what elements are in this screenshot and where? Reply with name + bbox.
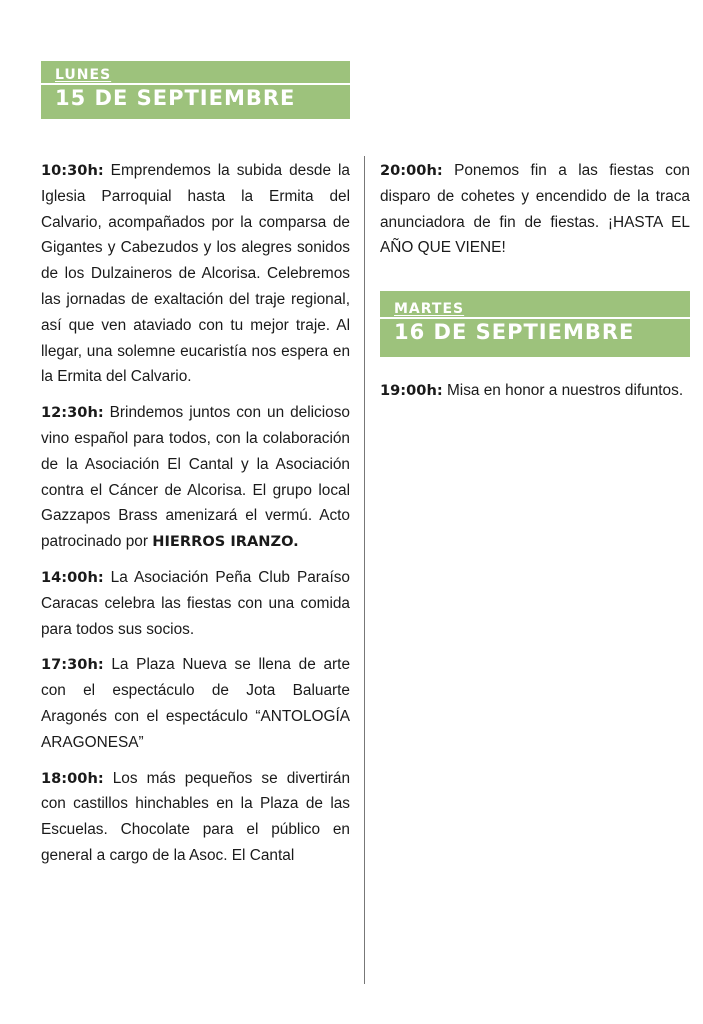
event-monday-1230 — [41, 400, 350, 555]
header-date-tuesday: 16 DE SEPTIEMBRE — [380, 317, 690, 347]
header-date-monday: 15 DE SEPTIEMBRE — [41, 83, 350, 113]
event-time: 18:00h: — [41, 769, 104, 787]
tuesday-events-column — [380, 378, 690, 414]
event-monday-1030 — [41, 158, 350, 390]
column-divider — [364, 156, 365, 984]
event-time: 10:30h: — [41, 162, 104, 179]
event-time: 19:00h: — [380, 382, 443, 399]
event-text: Ponemos fin a las fiestas con disparo de cohetes y encendido de la traca anunciadora de fin de fiestas. ¡HASTA EL AÑO QUE VIENE! — [380, 162, 690, 257]
event-time: 17:30h: — [41, 656, 104, 674]
event-monday-1730 — [41, 652, 350, 755]
event-sponsor: HIERROS IRANZO. — [152, 533, 299, 551]
monday-events-column — [41, 158, 350, 879]
event-time: 20:00h: — [380, 162, 443, 179]
event-monday-1800 — [41, 766, 350, 869]
event-text: La Asociación Peña Club Paraíso Caracas celebra las fiestas con una comida para todos sus socios. — [41, 568, 350, 638]
event-monday-1400 — [41, 565, 350, 642]
event-text: Emprendemos la subida desde la Iglesia Parroquial hasta la Ermita del Calvario, acompañados por la comparsa de Gigantes y Cabezudos y los alegres sonidos de los Dulzaineros de Alcorisa. Celebremos las jornadas de exaltación del traje regional, así que ven ataviado con tu mejor traje. Al llegar, una solemne eucaristía nos espera en la Ermita del Calvario. — [41, 162, 350, 386]
monday-closing-column — [380, 158, 690, 271]
event-text: Misa en honor a nuestros difuntos. — [442, 382, 684, 399]
event-tuesday-1900 — [380, 378, 690, 404]
event-monday-2000 — [380, 158, 690, 261]
header-monday — [41, 61, 350, 119]
event-text: Los más pequeños se divertirán con castillos hinchables en la Plaza de las Escuelas. Chocolate para el público en general a cargo de la Asoc. El Cantal — [41, 769, 350, 864]
event-time: 12:30h: — [41, 404, 104, 422]
header-day-monday: LUNES — [55, 67, 112, 83]
event-text: La Plaza Nueva se llena de arte con el espectáculo de Jota Baluarte Aragonés con el espectáculo “ANTOLOGÍA ARAGONESA” — [41, 656, 350, 751]
header-tuesday — [380, 291, 690, 357]
event-time: 14:00h: — [41, 568, 104, 586]
header-day-tuesday: MARTES — [394, 301, 465, 317]
event-text: Brindemos juntos con un delicioso vino español para todos, con la colaboración de la Asociación El Cantal y la Asociación contra el Cáncer de Alcorisa. El grupo local Gazzapos Brass amenizará el vermú. Acto patrocinado por — [41, 404, 350, 551]
